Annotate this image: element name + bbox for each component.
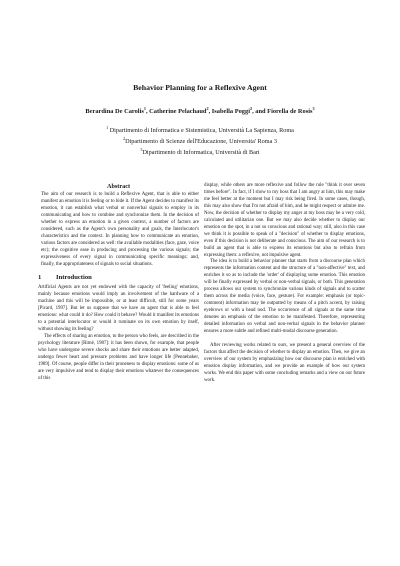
author-separator: , and: [252, 108, 268, 115]
body-paragraph: The idea is to build a behavior planner that starts from a discourse plan which represents the information content and the structure of a "non-affective" text, and enriches it so as to include the 'order' of displaying some emotion. This emotion will be finally expressed by verbal or non-verbal signals, or both. This generation process allows our system to synchronize various kinds of signals and to scatter them across the media (voice, face, gesture). For example: emphasis (or topic-comment) information may be outputted by means of a pitch accent, by raising eyebrows or with a head nod. The occurrence of all signals at the same time denotes an emphasis of the emotion to be manifested. Therefore, representing detailed information on verbal and non-verbal signals in the behavior planner ensures a more subtle and refined multi-modal discourse generation.: [204, 259, 365, 335]
body-paragraph: Artificial Agents are not yet endowed with the capacity of 'feeling' emotions, mainly because emotions would imply an involvement of the hardware of a machine and this will be impossible, or at least difficult, still for some years [Picard, 1997]. But let us suppose that we have an agent that is able to feel emotions: what could it do? How could it behave? Would it manifest its emotions to a potential interlocutor or would it ruminate on its own emotion by itself, without showing its feeling?: [38, 285, 199, 333]
author-affil-mark: 2: [249, 106, 253, 111]
paper-title: Behavior Planning for a Reflexive Agent: [133, 83, 267, 92]
affiliation-mark: 2: [123, 136, 126, 141]
body-paragraph: After reviewing works related to ours, we present a general overview of the factors that affect the decision of whether to display an emotion. Then, we give an overview of our system by emphasizing how our discourse plan is enriched with emotion display information, and we provide an example of how our system works. We end this paper with some concluding remarks and a view on our future work.: [204, 342, 365, 383]
left-column: [38, 183, 199, 383]
section-title: Introduction: [56, 274, 92, 282]
author-name: Isabella Poggi: [211, 108, 250, 115]
affiliation-mark: 3: [140, 147, 143, 152]
abstract-heading: Abstract: [106, 183, 131, 190]
affiliation-text: Dipartimento di Scienze dell'Educazione, Universita' Roma 3: [125, 138, 277, 145]
section-heading: [38, 274, 199, 282]
right-column: [204, 183, 365, 385]
author-affil-mark: 3: [312, 106, 315, 111]
affiliation: [0, 148, 400, 157]
affiliation-mark: 1: [106, 125, 109, 130]
affiliation: [0, 126, 400, 135]
author-name: Catherine Pelachaud: [149, 108, 207, 115]
section-number: 1: [38, 274, 42, 282]
author-separator: ,: [145, 108, 150, 115]
abstract-text: The aim of our research is to build a Reflexive Agent, that is able to either manifest an emotion it is feeling or to hide it. If the Agent decides to manifest its emotion, it can establish what verbal or nonverbal signals to employ in its communicating and how to combine and synchronize them. In the decision of whether to express an emotion in a given context, a number of factors are considered, such as the Agent's own personality and goals, the Interlocutor's characteristics and the context. In planning how to communicate an emotion, various factors are considered as well: the available modalities (face, gaze, voice etc); the cognitive ease in producing and processing the various signals; the expressiveness of every signal in communicating specific meanings; and, finally, the appropriateness of signals to social situations.: [41, 192, 199, 267]
affiliation: [0, 137, 400, 146]
affiliation-text: Dipartimento di Informatica e Sistemistica, Università La Sapienza, Roma: [108, 127, 294, 134]
author-name: Fiorella de Rosis: [267, 108, 313, 115]
body-paragraph: The effects of sharing an emotion, to the person who feels, are described in the psychology literature [Rimé, 1987]: it has been shown, for example, that people who have undergone severe shocks and share their emotions are better adapted, undergo fewer heart and pressure problems and have longer life [Pennebaker, 1989]. Of course, people differ in their proneness to display emotions: some of us are very impulsive and tend to display their emotions whatever the consequences of this: [38, 334, 199, 381]
author-affil-mark: 2: [206, 106, 209, 111]
author-list: [0, 107, 400, 116]
author-name: Berardina De Carolis: [85, 108, 144, 115]
affiliation-text: Dipartimento di Informatica, Università di Bari: [142, 149, 260, 156]
author-affil-mark: 1: [143, 106, 146, 111]
body-paragraph: display, while others are more reflexive and follow the rule "think it over seven times before". In fact, if I show to my boss that I am angry at him, this may make me feel better at the moment but I may risk being fired. In some cases, though, this may also show that I'm not afraid of him, and he might respect or admire me. Now, the decision of whether to display my anger at my boss may be a very cold, calculated and utilitarian one. But we may also decide whether to display our emotion on the spot, in a not so conscious and rational way; still, also in this case we think it is possible to speak of a "decision" of whether to display emotions, even if this decision is not deliberate and conscious. The aim of our research is to build an agent that is able to express its emotions but also to refrain from expressing them: a reflexive, not impulsive agent.: [204, 183, 365, 258]
author-separator: ,: [208, 108, 212, 115]
